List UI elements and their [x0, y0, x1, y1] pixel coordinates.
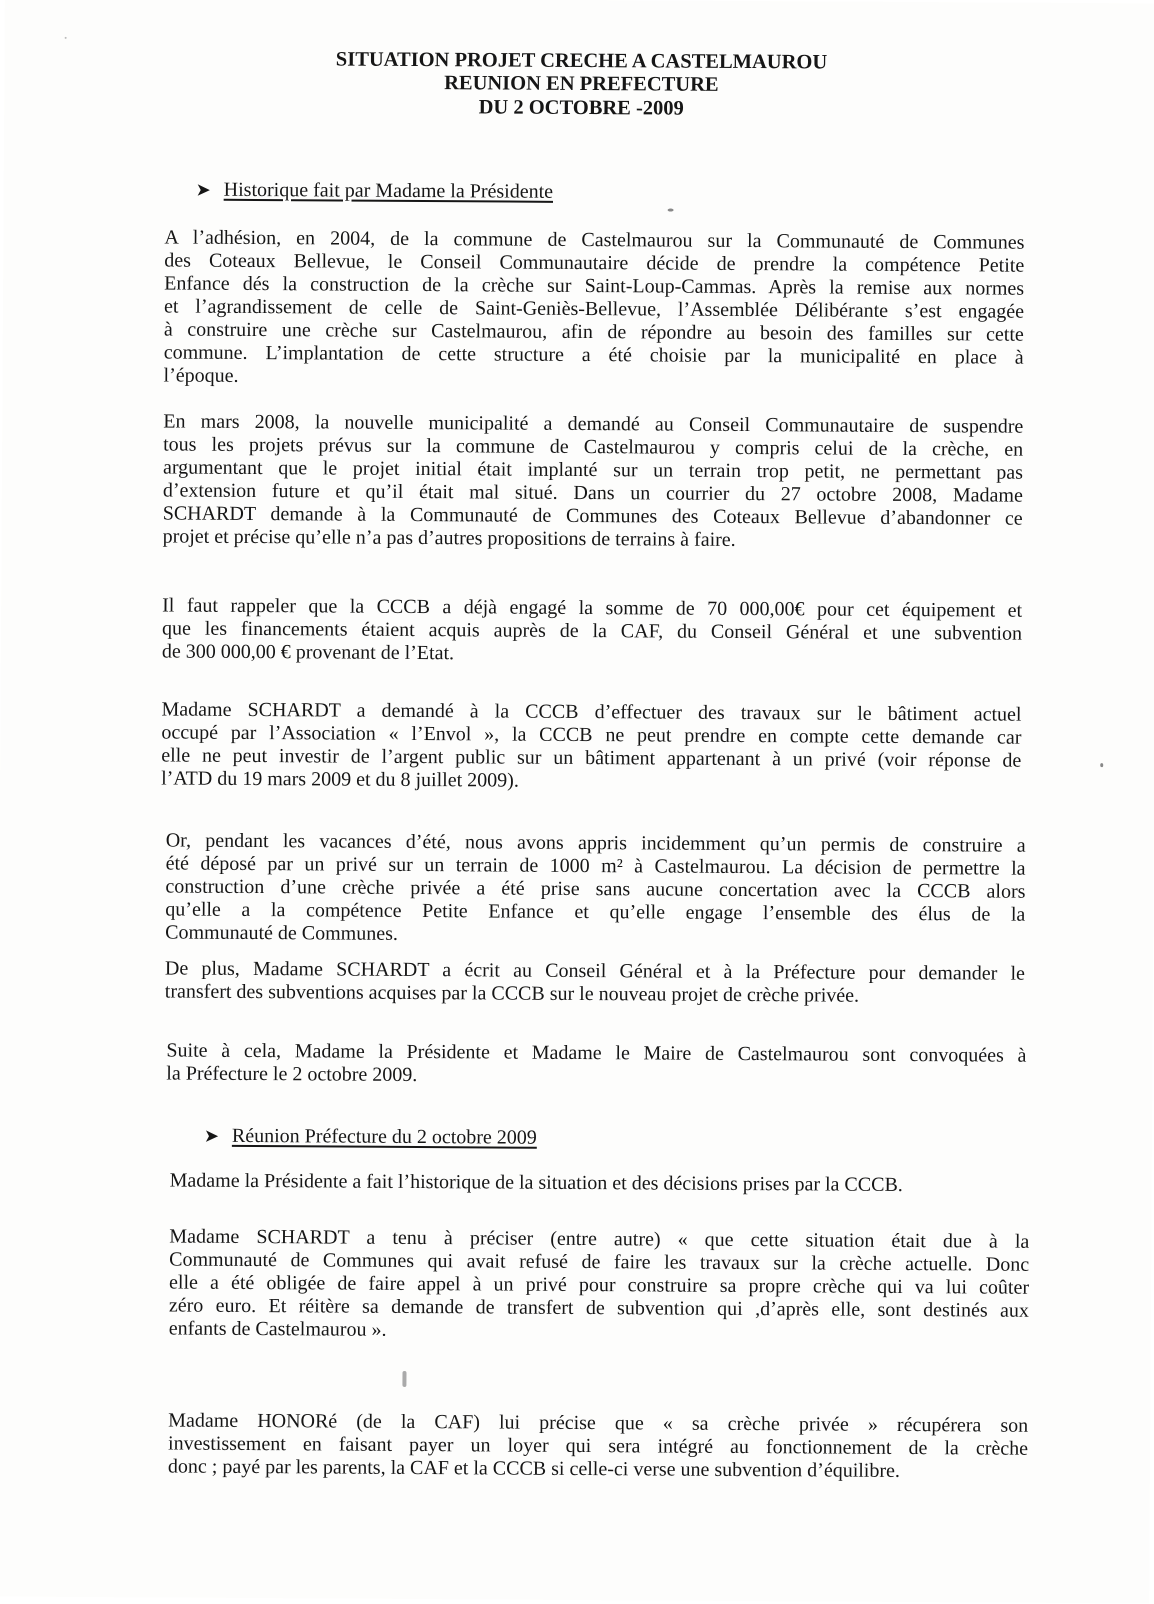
- text-line: projet et précise qu’elle n’a pas d’autres propositions de terrains à faire.: [162, 525, 736, 551]
- text-line: occupé par l’Association « l’Envol », la CCCB ne peut prendre en compte cette demande car: [161, 721, 1022, 749]
- paragraph-convocation: [166, 1039, 1026, 1090]
- paragraph-honore: [168, 1409, 1028, 1483]
- text-line: tous les projets prévus sur la commune de Castelmaurou y compris celui de la crèche, en: [163, 433, 1024, 461]
- text-line: des Coteaux Bellevue, le Conseil Communautaire décide de prendre la compétence Petite: [164, 249, 1025, 277]
- text-line: donc ; payé par les parents, la CAF et la CCCB si celle-ci verse une subvention d’équilibre.: [167, 1455, 901, 1482]
- paragraph-travaux: [161, 698, 1022, 795]
- title-line-3: DU 2 OCTOBRE -2009: [478, 96, 684, 120]
- text-line: Madame la Présidente a fait l’historique de la situation et des décisions prises par la CCCB.: [169, 1169, 903, 1196]
- text-line: construction d’une crèche privée a été prise sans aucune concertation avec la CCCB alors: [165, 875, 1026, 903]
- text-line: de 300 000,00 € provenant de l’Etat.: [161, 640, 455, 665]
- text-line: De plus, Madame SCHARDT a écrit au Conseil Général et à la Préfecture pour demander le: [164, 957, 1026, 985]
- text-line: Il faut rappeler que la CCCB a déjà engagé la somme de 70 000,00€ pour cet équipement et: [162, 594, 1023, 622]
- paragraph-historique: [170, 1170, 1030, 1198]
- text-line: qu’elle a la compétence Petite Enfance et qu’elle engage l’ensemble des élus de la: [165, 898, 1026, 926]
- text-line: elle ne peut investir de l’argent public sur un bâtiment appartenant à un privé (voir réponse de: [161, 744, 1022, 772]
- paragraph-adhesion: [164, 226, 1025, 392]
- text-line: investissement en faisant payer un loyer qui sera intégré au fonctionnement de la crèche: [167, 1432, 1029, 1460]
- text-line: commune. L’implantation de cette structure a été choisie par la municipalité en place à: [163, 341, 1024, 369]
- bullet-arrow-icon: ➤: [195, 179, 211, 200]
- section-heading-text: Réunion Préfecture du 2 octobre 2009: [231, 1124, 537, 1149]
- text-line: enfants de Castelmaurou ».: [168, 1317, 387, 1341]
- section-heading-historique: [196, 178, 553, 204]
- text-line: Madame SCHARDT a tenu à préciser (entre autre) « que cette situation était due à la: [169, 1225, 1030, 1253]
- scan-speck: [65, 37, 67, 39]
- paragraph-schardt: [169, 1225, 1030, 1345]
- text-line: la Préfecture le 2 octobre 2009.: [166, 1062, 418, 1087]
- text-line: zéro euro. Et réitère sa demande de transfert de subvention qui ,d’après elle, sont destinés aux: [168, 1294, 1029, 1322]
- text-line: En mars 2008, la nouvelle municipalité a demandé au Conseil Communautaire de suspendre: [163, 410, 1024, 438]
- paragraph-transfert: [165, 957, 1025, 1008]
- paragraph-mars-2008: [163, 410, 1024, 553]
- text-line: à construire une crèche sur Castelmaurou, afin de répondre au besoin des familles sur cette: [163, 318, 1024, 346]
- title-line-2: REUNION EN PREFECTURE: [444, 72, 719, 96]
- text-line: l’ATD du 19 mars 2009 et du 8 juillet 2009).: [161, 767, 519, 792]
- paragraph-permis: [165, 829, 1026, 949]
- text-line: SCHARDT demande à la Communauté de Communes des Coteaux Bellevue d’abandonner ce: [162, 502, 1023, 530]
- text-line: Enfance dés la construction de la crèche sur Saint-Loup-Cammas. Après la remise aux normes: [164, 272, 1025, 300]
- bullet-arrow-icon: ➤: [203, 1125, 220, 1146]
- section-heading-reunion: [204, 1124, 537, 1150]
- text-line: Or, pendant les vacances d’été, nous avons appris incidemment qu’un permis de construire a: [165, 829, 1026, 857]
- text-line: elle a été obligée de faire appel à un privé pour construire sa propre crèche qui va lui coûter: [168, 1271, 1030, 1299]
- text-line: l’époque.: [163, 364, 239, 387]
- text-line: Suite à cela, Madame la Présidente et Madame le Maire de Castelmaurou sont convoquées à: [166, 1039, 1027, 1067]
- paragraph-financements: [162, 594, 1022, 668]
- scan-speck: [668, 209, 674, 212]
- text-line: Madame SCHARDT a demandé à la CCCB d’effectuer des travaux sur le bâtiment actuel: [161, 698, 1022, 726]
- text-line: d’extension future et qu’il était mal situé. Dans un courrier du 27 octobre 2008, Madame: [162, 479, 1023, 507]
- scan-speck: [402, 1371, 406, 1387]
- scan-speck: [1100, 763, 1103, 767]
- text-line: et l’agrandissement de celle de Saint-Geniès-Bellevue, l’Assemblée Délibérante s’est engagée: [163, 295, 1025, 323]
- text-line: transfert des subventions acquises par la CCCB sur le nouveau projet de crèche privée.: [164, 980, 860, 1007]
- text-line: Madame HONORé (de la CAF) lui précise que « sa crèche privée » récupérera son: [168, 1409, 1029, 1437]
- title-line-1: SITUATION PROJET CRECHE A CASTELMAUROU: [335, 48, 828, 74]
- text-line: A l’adhésion, en 2004, de la commune de Castelmaurou sur la Communauté de Communes: [164, 226, 1025, 254]
- text-line: que les financements étaient acquis auprès de la CAF, du Conseil Général et une subvention: [161, 617, 1023, 645]
- text-line: argumentant que le projet initial était implanté sur un terrain trop petit, ne permettant pas: [162, 456, 1024, 484]
- text-line: Communauté de Communes qui avait refusé de faire les travaux sur la crèche actuelle. Donc: [169, 1248, 1030, 1276]
- text-line: été déposé par un privé sur un terrain de 1000 m² à Castelmaurou. La décision de permettre la: [165, 852, 1026, 880]
- section-heading-text: Historique fait par Madame la Présidente: [223, 178, 554, 203]
- text-line: Communauté de Communes.: [165, 921, 399, 945]
